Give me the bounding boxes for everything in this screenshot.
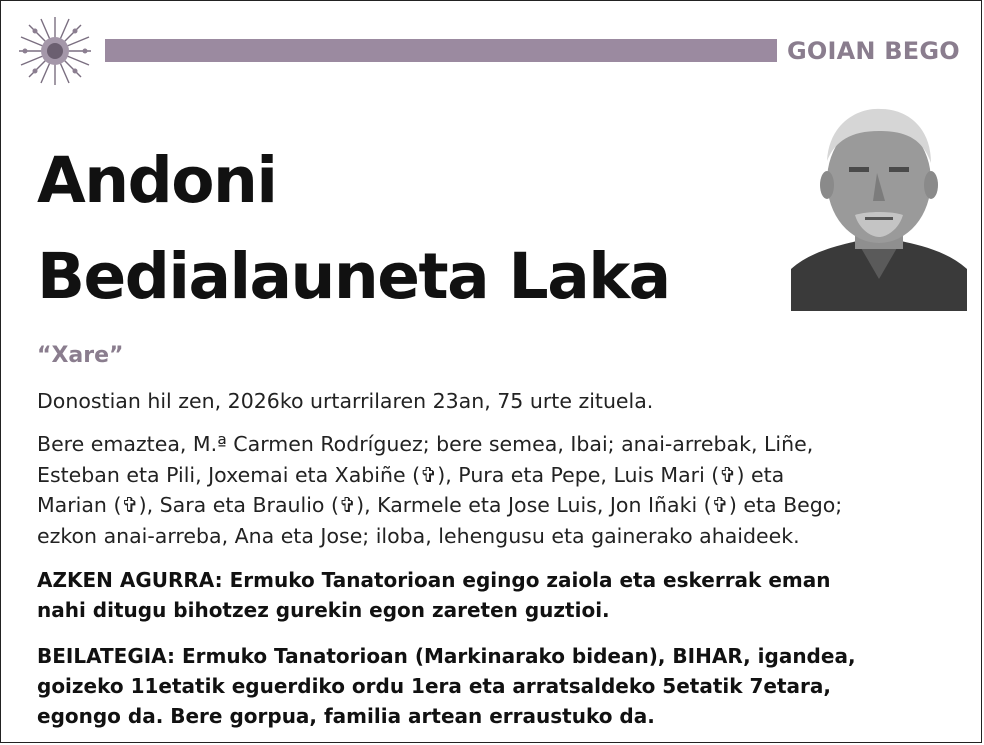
family-line: ezkon anai-arreba, Ana eta Jose; iloba, lehengusu eta gainerako ahaideek. bbox=[37, 523, 800, 548]
wake-line: goizeko 11etatik eguerdiko ordu 1era eta arratsaldeko 5etatik 7etara, bbox=[37, 674, 832, 698]
death-notice: Donostian hil zen, 2026ko urtarrilaren 23an, 75 urte zituela. bbox=[37, 389, 654, 413]
header-rule bbox=[105, 39, 777, 62]
family-line: Esteban eta Pili, Joxemai eta Xabiñe (✞), Pura eta Pepe, Luis Mari (✞) eta bbox=[37, 462, 785, 487]
wake-line: BEILATEGIA: Ermuko Tanatorioan (Markinarako bidean), BIHAR, igandea, bbox=[37, 644, 856, 668]
nickname: “Xare” bbox=[37, 343, 124, 368]
deceased-name bbox=[37, 133, 777, 325]
section-label: GOIAN BEGO bbox=[787, 37, 960, 65]
deceased-first-name: Andoni bbox=[37, 144, 277, 217]
thistle-flower-icon bbox=[13, 13, 97, 89]
portrait-photo bbox=[791, 101, 967, 311]
family-members bbox=[37, 429, 967, 551]
wake-line: egongo da. Bere gorpua, familia artean erraustuko da. bbox=[37, 704, 655, 728]
farewell-line: AZKEN AGURRA: Ermuko Tanatorioan egingo zaiola eta eskerrak eman bbox=[37, 568, 831, 592]
wake-notice bbox=[37, 641, 977, 731]
family-line: Bere emaztea, M.ª Carmen Rodríguez; bere semea, Ibai; anai-arrebak, Liñe, bbox=[37, 432, 814, 456]
deceased-surnames: Bedialauneta Laka bbox=[37, 240, 670, 313]
family-line: Marian (✞), Sara eta Braulio (✞), Karmele eta Jose Luis, Jon Iñaki (✞) eta Bego; bbox=[37, 493, 843, 517]
farewell-line: nahi ditugu bihotzez gurekin egon zareten guztioi. bbox=[37, 598, 610, 622]
farewell-notice bbox=[37, 565, 977, 625]
